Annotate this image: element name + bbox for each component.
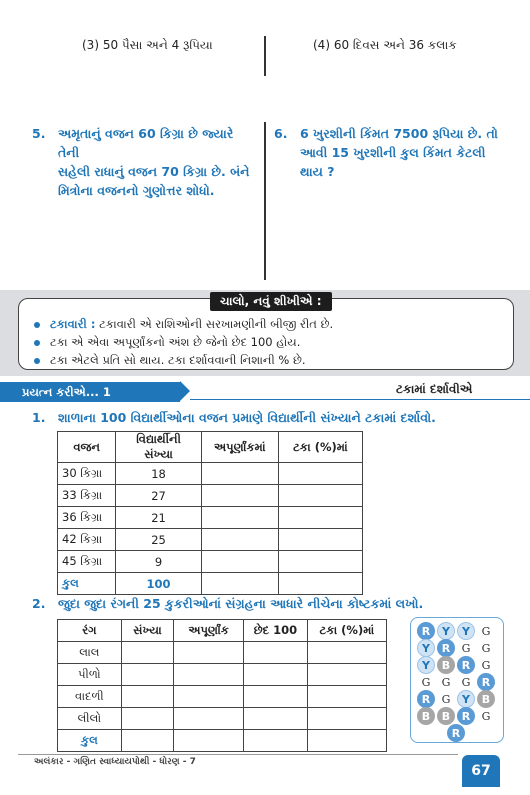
counter-g-icon: G [481,658,491,672]
learn-title: ચાલો, નવું શીખીએ : [210,292,332,311]
count-cell: 18 [116,463,201,485]
header-percent: ટકા (%)માં [278,432,362,463]
counter-g-icon: G [441,692,451,706]
answer-cell[interactable] [307,708,386,730]
bullet-icon [34,340,40,346]
color-cell: વાદળી [58,686,122,708]
header-denominator: છેદ 100 [244,620,308,642]
try-tab-arrow-icon [180,381,190,401]
table-row [58,463,363,485]
answer-cell[interactable] [174,686,244,708]
q5-line: મિત્રોના વજનનો ગુણોત્તર શોધો. [58,183,215,198]
weight-cell: 33 કિગ્રા [58,485,116,507]
column-divider-top [264,36,266,76]
total-count: 100 [116,573,201,595]
bullet-text: ટકા એટલે પ્રતિ સો થાય. ટકા દર્શાવવાની નિશાની % છે. [50,353,306,367]
counter-g-icon: G [441,675,451,689]
fraction-answer-cell[interactable] [201,507,278,529]
q1-table [57,431,363,595]
counter-r-icon: R [417,622,435,640]
counter-r-icon: R [437,639,455,657]
table-row [58,485,363,507]
counter-r-icon: R [447,724,465,742]
fraction-answer-cell[interactable] [201,573,278,595]
answer-cell[interactable] [121,730,173,752]
q5-number: 5. [32,126,46,141]
total-label: કુલ [58,730,122,752]
learn-bullet [34,317,333,332]
try-right-title: ટકામાં દર્શાવીએ [396,382,473,396]
percent-answer-cell[interactable] [278,463,362,485]
q5-text [58,124,258,200]
column-divider [264,122,266,280]
answer-cell[interactable] [244,730,308,752]
answer-cell[interactable] [121,708,173,730]
answer-cell[interactable] [244,664,308,686]
q6-text [300,124,510,181]
answer-cell[interactable] [121,686,173,708]
bullet-icon [34,322,40,328]
learn-bullet [34,335,300,350]
counter-g-icon: G [481,641,491,655]
q6-line: આવી 15 ખુરશીની કુલ કિંમત કેટલી [300,145,486,160]
bullet-text: ટકાવારી એ રાશિઓની સરખામણીની બીજી રીત છે. [95,317,334,331]
counter-g-icon: G [421,675,431,689]
counter-y-icon: Y [417,656,435,674]
weight-cell: 42 કિગ્રા [58,529,116,551]
q2-table [57,619,387,752]
counter-r-icon: R [417,690,435,708]
counter-y-icon: Y [437,622,455,640]
learn-bullet [34,353,306,368]
answer-cell[interactable] [244,708,308,730]
percent-answer-cell[interactable] [278,573,362,595]
table-row [58,642,387,664]
count-cell: 25 [116,529,201,551]
total-label: કુલ [58,573,116,595]
percent-answer-cell[interactable] [278,507,362,529]
answer-cell[interactable] [174,708,244,730]
option-4: (4) 60 દિવસ અને 36 કલાક [313,38,457,52]
answer-cell[interactable] [307,686,386,708]
weight-cell: 45 કિગ્રા [58,551,116,573]
footer-book-title: અલંકાર - ગણિત સ્વાધ્યાયપોથી - ધોરણ - 7 [34,757,196,767]
header-color: રંગ [58,620,122,642]
q5-line: અમૃતાનું વજન 60 કિગ્રા છે જ્યારે તેની [58,126,234,160]
counter-b-icon: B [417,707,435,725]
header-fraction: અપૂર્ણાંક [174,620,244,642]
counter-r-icon: R [457,707,475,725]
q2-number: 2. [32,596,46,611]
header-weight: વજન [58,432,116,463]
q6-number: 6. [274,126,288,141]
q6-line: થાય ? [300,164,335,179]
table-row [58,551,363,573]
counter-g-icon: G [481,709,491,723]
header-count: વિદ્યાર્થીની સંખ્યા [116,432,201,463]
counter-g-icon: G [481,624,491,638]
bullet-text: ટકા એ એવા અપૂર્ણાંકનો અંશ છે જેનો છેદ 100 હોય. [50,335,301,349]
q1-text: શાળાના 100 વિદ્યાર્થીઓના વજન પ્રમાણે વિદ્યાર્થીની સંખ્યાને ટકામાં દર્શાવો. [58,410,436,425]
counter-b-icon: B [437,707,455,725]
answer-cell[interactable] [174,642,244,664]
counter-y-icon: Y [457,622,475,640]
count-cell: 9 [116,551,201,573]
percent-answer-cell[interactable] [278,529,362,551]
counter-b-icon: B [477,690,495,708]
color-cell: લીલો [58,708,122,730]
answer-cell[interactable] [121,642,173,664]
counter-g-icon: G [461,675,471,689]
table-row [58,686,387,708]
table-total-row [58,730,387,752]
table-header-row [58,432,363,463]
color-cell: પીળો [58,664,122,686]
answer-cell[interactable] [307,730,386,752]
header-fraction: અપૂર્ણાંકમાં [201,432,278,463]
bullet-icon [34,358,40,364]
counter-y-icon: Y [417,639,435,657]
q1-number: 1. [32,410,46,425]
answer-cell[interactable] [174,730,244,752]
count-cell: 21 [116,507,201,529]
table-row [58,507,363,529]
weight-cell: 36 કિગ્રા [58,507,116,529]
answer-cell[interactable] [244,686,308,708]
page-number: 67 [462,755,500,787]
table-total-row [58,573,363,595]
count-cell: 27 [116,485,201,507]
table-row [58,708,387,730]
answer-cell[interactable] [307,642,386,664]
counter-b-icon: B [437,656,455,674]
try-tab: પ્રયત્ન કરીએ... 1 [0,382,180,402]
fraction-answer-cell[interactable] [201,485,278,507]
table-row [58,664,387,686]
percent-answer-cell[interactable] [278,485,362,507]
q2-text: જુદા જુદા રંગની 25 કુકરીઓનાં સંગ્રહના આધારે નીચેના કોષ્ટકમાં લખો. [58,596,424,611]
color-cell: લાલ [58,642,122,664]
answer-cell[interactable] [307,664,386,686]
q5-line: સહેલી રાધાનું વજન 70 કિગ્રા છે. બંને [58,164,250,179]
counter-g-icon: G [461,641,471,655]
header-percent: ટકા (%)માં [307,620,386,642]
footer-divider [18,754,458,755]
table-header-row [58,620,387,642]
weight-cell: 30 કિગ્રા [58,463,116,485]
q6-line: 6 ખુરશીની કિંમત 7500 રૂપિયા છે. તો [300,126,498,141]
table-row [58,529,363,551]
counter-y-icon: Y [457,690,475,708]
bullet-prefix: ટકાવારી : [50,317,96,331]
fraction-answer-cell[interactable] [201,529,278,551]
fraction-answer-cell[interactable] [201,463,278,485]
fraction-answer-cell[interactable] [201,551,278,573]
try-underline [190,399,530,400]
percent-answer-cell[interactable] [278,551,362,573]
answer-cell[interactable] [244,642,308,664]
counter-r-icon: R [457,656,475,674]
header-count: સંખ્યા [121,620,173,642]
answer-cell[interactable] [121,664,173,686]
answer-cell[interactable] [174,664,244,686]
counter-r-icon: R [477,673,495,691]
option-3: (3) 50 પૈસા અને 4 રૂપિયા [82,38,213,52]
